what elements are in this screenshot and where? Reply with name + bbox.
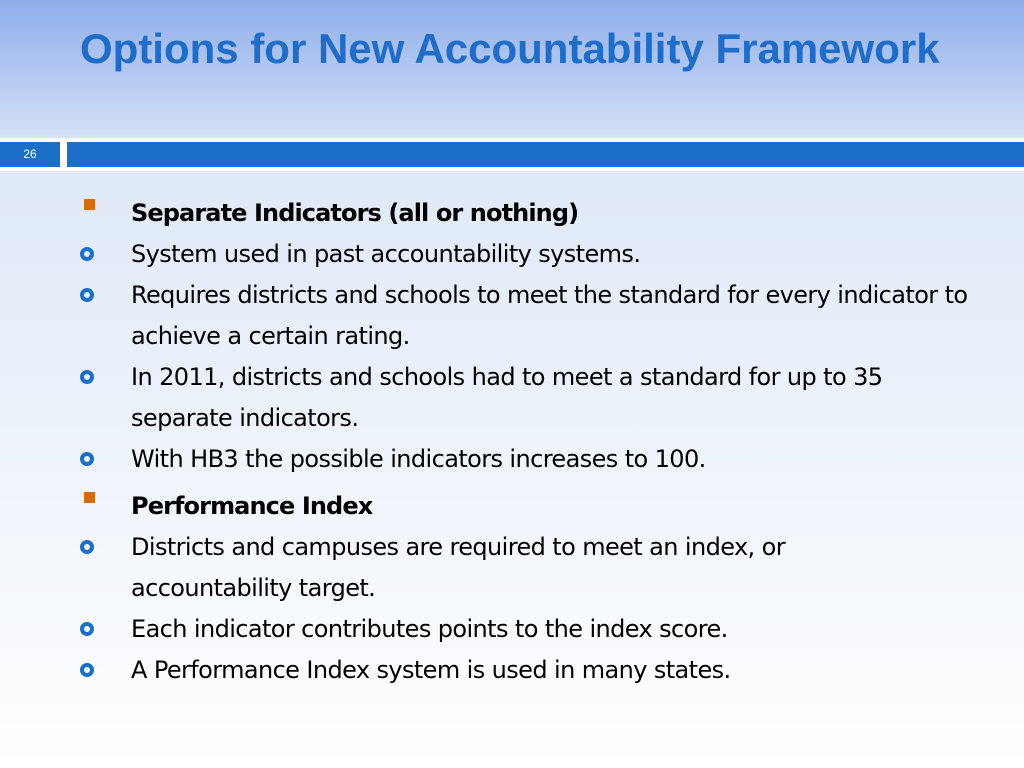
list-item-text: System used in past accountability systems. — [131, 240, 641, 268]
ring-bullet-icon — [80, 247, 94, 261]
list-item — [0, 275, 1024, 357]
ring-bullet-icon — [80, 540, 94, 554]
page-number: 26 — [0, 142, 60, 167]
square-bullet-icon — [84, 199, 95, 210]
list-item — [0, 527, 1024, 609]
list-item-text: Requires districts and schools to meet the standard for every indicator to achieve a certain rating. — [131, 281, 968, 350]
section-heading — [0, 193, 1024, 234]
list-item — [0, 234, 1024, 275]
section-heading-text: Separate Indicators (all or nothing) — [131, 199, 579, 227]
list-item — [0, 609, 1024, 650]
slide-title: Options for New Accountability Framework — [80, 25, 940, 72]
ring-bullet-icon — [80, 288, 94, 302]
list-item — [0, 357, 1024, 439]
slide-body — [0, 193, 1024, 691]
title-rule — [67, 142, 1024, 167]
ring-bullet-icon — [80, 663, 94, 677]
list-item-text: Each indicator contributes points to the index score. — [131, 615, 728, 643]
section-heading-text: Performance Index — [131, 492, 373, 520]
ring-bullet-icon — [80, 370, 94, 384]
ring-bullet-icon — [80, 452, 94, 466]
list-item-text: With HB3 the possible indicators increases to 100. — [131, 445, 706, 473]
list-item — [0, 650, 1024, 691]
section-heading — [0, 486, 1024, 527]
list-item-text: Districts and campuses are required to meet an index, or accountability target. — [131, 533, 785, 602]
list-item-text: A Performance Index system is used in many states. — [131, 656, 731, 684]
list-item — [0, 439, 1024, 480]
square-bullet-icon — [84, 492, 95, 503]
list-item-text: In 2011, districts and schools had to meet a standard for up to 35 separate indicators. — [131, 363, 883, 432]
ring-bullet-icon — [80, 622, 94, 636]
